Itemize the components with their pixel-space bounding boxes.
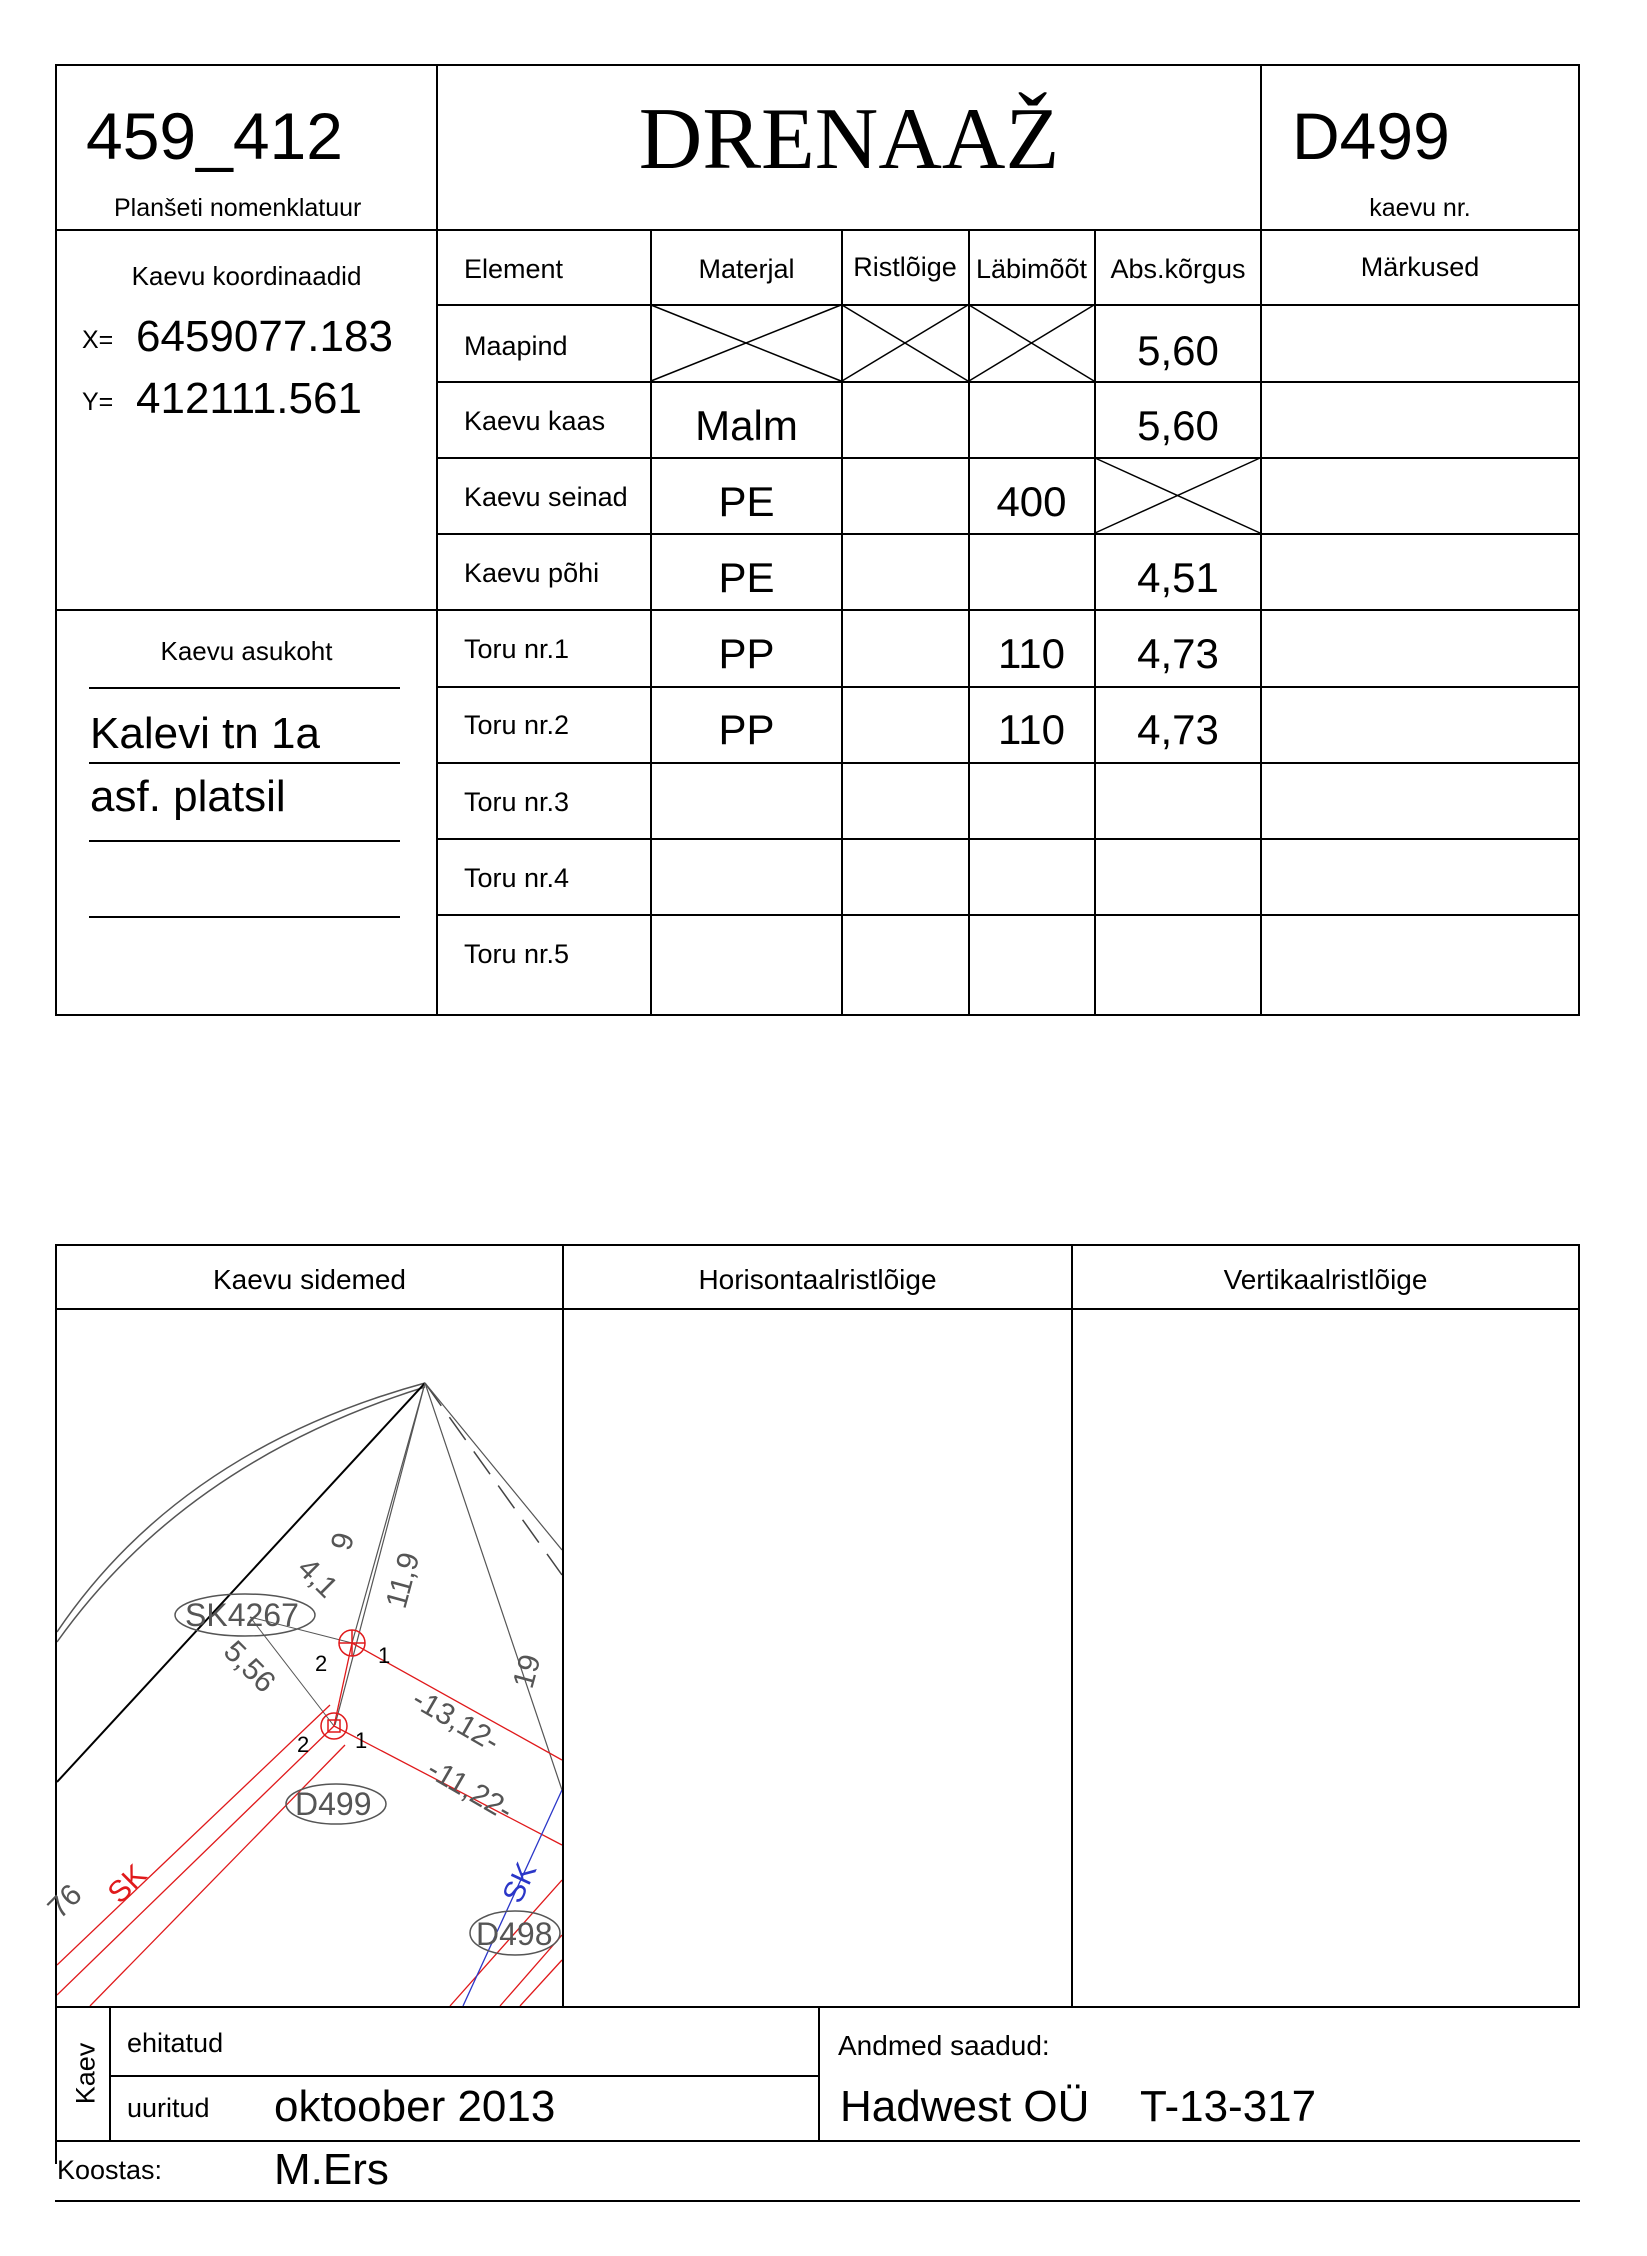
x-prefix: X= bbox=[82, 326, 114, 354]
table-row-abs-height: 4,73 bbox=[1137, 630, 1219, 677]
label-d498: D498 bbox=[476, 1916, 553, 1952]
location-line-2: asf. platsil bbox=[90, 772, 286, 821]
table-row-diameter: 110 bbox=[998, 706, 1065, 753]
table-row-abs-height: 4,51 bbox=[1137, 554, 1219, 601]
table-row-element: Toru nr.3 bbox=[464, 787, 570, 817]
y-coordinate: 412111.561 bbox=[136, 374, 362, 423]
table-row-material: PE bbox=[718, 478, 775, 525]
built-label: ehitatud bbox=[127, 2028, 224, 2058]
sheet-label: Planšeti nomenklatuur bbox=[114, 194, 362, 222]
dim-label: 11,9 bbox=[379, 1549, 427, 1612]
author-value: M.Ers bbox=[274, 2145, 389, 2194]
y-prefix: Y= bbox=[82, 388, 114, 416]
x-coordinate: 6459077.183 bbox=[136, 312, 393, 361]
sheet-number: 459_412 bbox=[86, 99, 343, 173]
author-label: Koostas: bbox=[57, 2155, 163, 2185]
table-row-element: Kaevu seinad bbox=[464, 482, 628, 512]
surveyed-label: uuritud bbox=[127, 2093, 210, 2123]
kaev-label: Kaev bbox=[70, 2042, 101, 2105]
pipe-number: 1 bbox=[355, 1728, 368, 1753]
dim-label: -13,12- bbox=[406, 1682, 506, 1759]
data-source-label: Andmed saadud: bbox=[838, 2030, 1050, 2061]
dim-label: 19 bbox=[506, 1651, 548, 1692]
dim-label: 4,1 bbox=[291, 1551, 344, 1605]
horizontal-section-title: Horisontaalristlõige bbox=[698, 1264, 937, 1295]
pipe-number: 1 bbox=[378, 1643, 391, 1668]
well-ties-sketch bbox=[41, 1310, 562, 2006]
pipe-line bbox=[57, 1726, 334, 1995]
table-row-diameter: 400 bbox=[996, 478, 1067, 525]
ties-section-title: Kaevu sidemed bbox=[212, 1264, 406, 1295]
data-company: Hadwest OÜ bbox=[840, 2082, 1090, 2131]
dashed-boundary bbox=[425, 1383, 562, 1575]
col-header-notes: Märkused bbox=[1360, 252, 1480, 282]
pipe-number: 2 bbox=[297, 1732, 310, 1757]
pipe-number: 2 bbox=[315, 1651, 328, 1676]
table-row-abs-height: 5,60 bbox=[1137, 402, 1219, 449]
boundary-line bbox=[57, 1383, 425, 1782]
dim-label: -11,22- bbox=[421, 1752, 519, 1828]
table-row-material: PP bbox=[718, 706, 775, 753]
col-header-diameter: Läbimõõt bbox=[975, 254, 1088, 284]
table-row-abs-height: 4,73 bbox=[1137, 706, 1219, 753]
table-row-material: PP bbox=[718, 630, 775, 677]
measure-line bbox=[425, 1383, 562, 1550]
location-label: Kaevu asukoht bbox=[160, 636, 333, 666]
table-row-diameter: 110 bbox=[998, 630, 1065, 677]
col-header-abs-height: Abs.kõrgus bbox=[1110, 254, 1246, 284]
col-header-element: Element bbox=[464, 254, 564, 284]
table-row-element: Toru nr.5 bbox=[464, 939, 570, 969]
col-header-cross-section: Ristlõige bbox=[853, 252, 957, 282]
pipe-line bbox=[520, 1960, 562, 2006]
page-title: DRENAAŽ bbox=[638, 91, 1060, 188]
sk-label-blue: SK bbox=[496, 1857, 544, 1908]
table-row-element: Toru nr.1 bbox=[464, 634, 570, 664]
location-line-1: Kalevi tn 1a bbox=[90, 709, 320, 758]
well-label: kaevu nr. bbox=[1369, 194, 1471, 222]
dim-label: 5,56 bbox=[217, 1634, 282, 1700]
sk-label-red: SK bbox=[101, 1858, 154, 1910]
table-row-element: Toru nr.4 bbox=[464, 863, 570, 893]
vertical-section-title: Vertikaalristlõige bbox=[1223, 1264, 1428, 1295]
label-d499: D499 bbox=[295, 1786, 372, 1822]
well-number: D499 bbox=[1292, 99, 1450, 173]
coordinates-label: Kaevu koordinaadid bbox=[131, 261, 362, 291]
pipe-line bbox=[57, 1705, 330, 1965]
table-row-abs-height: 5,60 bbox=[1137, 327, 1219, 374]
table-row-element: Maapind bbox=[464, 331, 568, 361]
dim-label: 9 bbox=[324, 1529, 362, 1554]
table-row-element: Kaevu põhi bbox=[464, 558, 600, 588]
table-row-element: Kaevu kaas bbox=[464, 406, 606, 436]
data-code: T-13-317 bbox=[1140, 2082, 1317, 2131]
table-row-material: PE bbox=[718, 554, 775, 601]
table-row-material: Malm bbox=[695, 402, 798, 449]
surveyed-value: oktoober 2013 bbox=[274, 2082, 556, 2131]
label-sk4267: SK4267 bbox=[185, 1597, 299, 1633]
table-row-element: Toru nr.2 bbox=[464, 710, 570, 740]
col-header-material: Materjal bbox=[698, 254, 795, 284]
dim-label: 76 bbox=[41, 1878, 89, 1925]
